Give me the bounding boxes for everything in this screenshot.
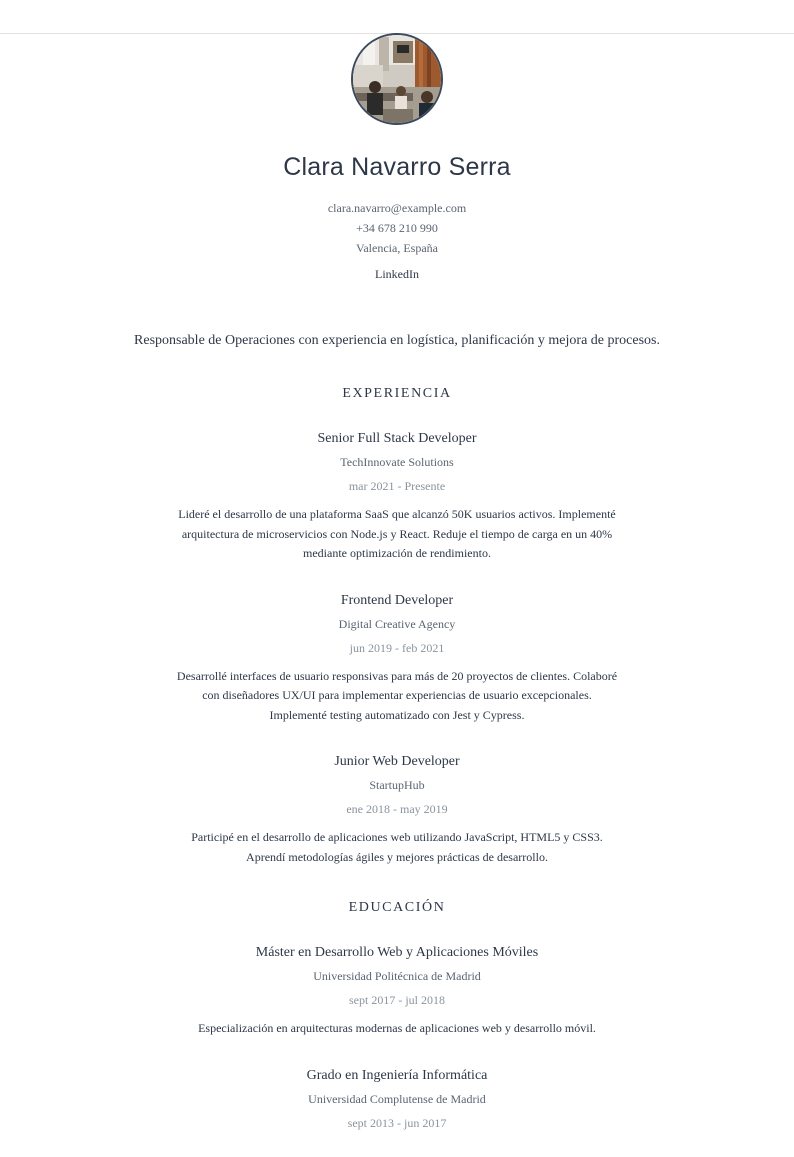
location-text: Valencia, España (356, 241, 438, 255)
description-line: Lideré el desarrollo de una plataforma SaaS que alcanzó 50K usuarios activos. Implementé (178, 507, 616, 521)
institution-name: Universidad Complutense de Madrid (308, 1091, 486, 1106)
phone-text[interactable]: +34 678 210 990 (356, 221, 438, 235)
job-title: Frontend Developer (340, 592, 454, 608)
degree-title: Grado en Ingeniería Informática (306, 1067, 488, 1083)
study-dates: sept 2013 - jun 2017 (347, 1115, 447, 1130)
job-dates: mar 2021 - Presente (348, 479, 446, 493)
job-description (167, 828, 627, 867)
job-title: Senior Full Stack Developer (317, 431, 477, 446)
description-line: mediante optimización de rendimiento. (303, 546, 491, 560)
description-line: Especialización en arquitecturas modernas de aplicaciones web y desarrollo móvil. (198, 1021, 596, 1035)
job-dates: ene 2018 - may 2019 (346, 802, 448, 816)
job-dates: jun 2019 - feb 2021 (349, 640, 445, 655)
degree-description (117, 1019, 677, 1039)
email-text[interactable]: clara.navarro@example.com (327, 201, 467, 215)
experience-entry (0, 430, 794, 564)
experience-heading: EXPERIENCIA (342, 386, 452, 401)
education-entry (0, 1067, 794, 1131)
institution-name: Universidad Politécnica de Madrid (313, 969, 481, 983)
job-description (167, 667, 627, 726)
description-line: Desarrollé interfaces de usuario responsivas para más de 20 proyectos de clientes. Colaboré (176, 668, 618, 683)
description-line: Participé en el desarrollo de aplicaciones web utilizando JavaScript, HTML5 y CSS3. (191, 830, 603, 844)
professional-summary: Responsable de Operaciones con experiencia en logística, planificación y mejora de procesos. (134, 333, 660, 348)
job-description (167, 505, 627, 564)
experience-entry (0, 592, 794, 726)
experience-entry (0, 753, 794, 867)
education-entry (0, 944, 794, 1039)
resume-page (0, 33, 794, 1131)
description-line: con diseñadores UX/UI para implementar experiencias de usuario excepcionales. (202, 688, 592, 702)
company-name: Digital Creative Agency (338, 616, 456, 631)
profile-photo (351, 33, 443, 125)
linkedin-link[interactable]: LinkedIn (375, 267, 419, 281)
degree-title: Máster en Desarrollo Web y Aplicaciones Móviles (255, 945, 539, 960)
contact-info (0, 198, 794, 258)
study-dates: sept 2017 - jul 2018 (349, 993, 445, 1007)
company-name: StartupHub (369, 778, 425, 792)
job-title: Junior Web Developer (334, 754, 460, 769)
profile-photo-office-icon (353, 35, 441, 123)
company-name: TechInnovate Solutions (340, 455, 454, 469)
education-heading: EDUCACIÓN (348, 900, 446, 915)
description-line: Implementé testing automatizado con Jest y Cypress. (269, 707, 525, 722)
description-line: arquitectura de microservicios con Node.js y React. Reduje el tiempo de carga en un 40% (181, 526, 613, 541)
candidate-name: Clara Navarro Serra (283, 153, 511, 181)
description-line: Aprendí metodologías ágiles y mejores prácticas de desarrollo. (246, 849, 548, 864)
